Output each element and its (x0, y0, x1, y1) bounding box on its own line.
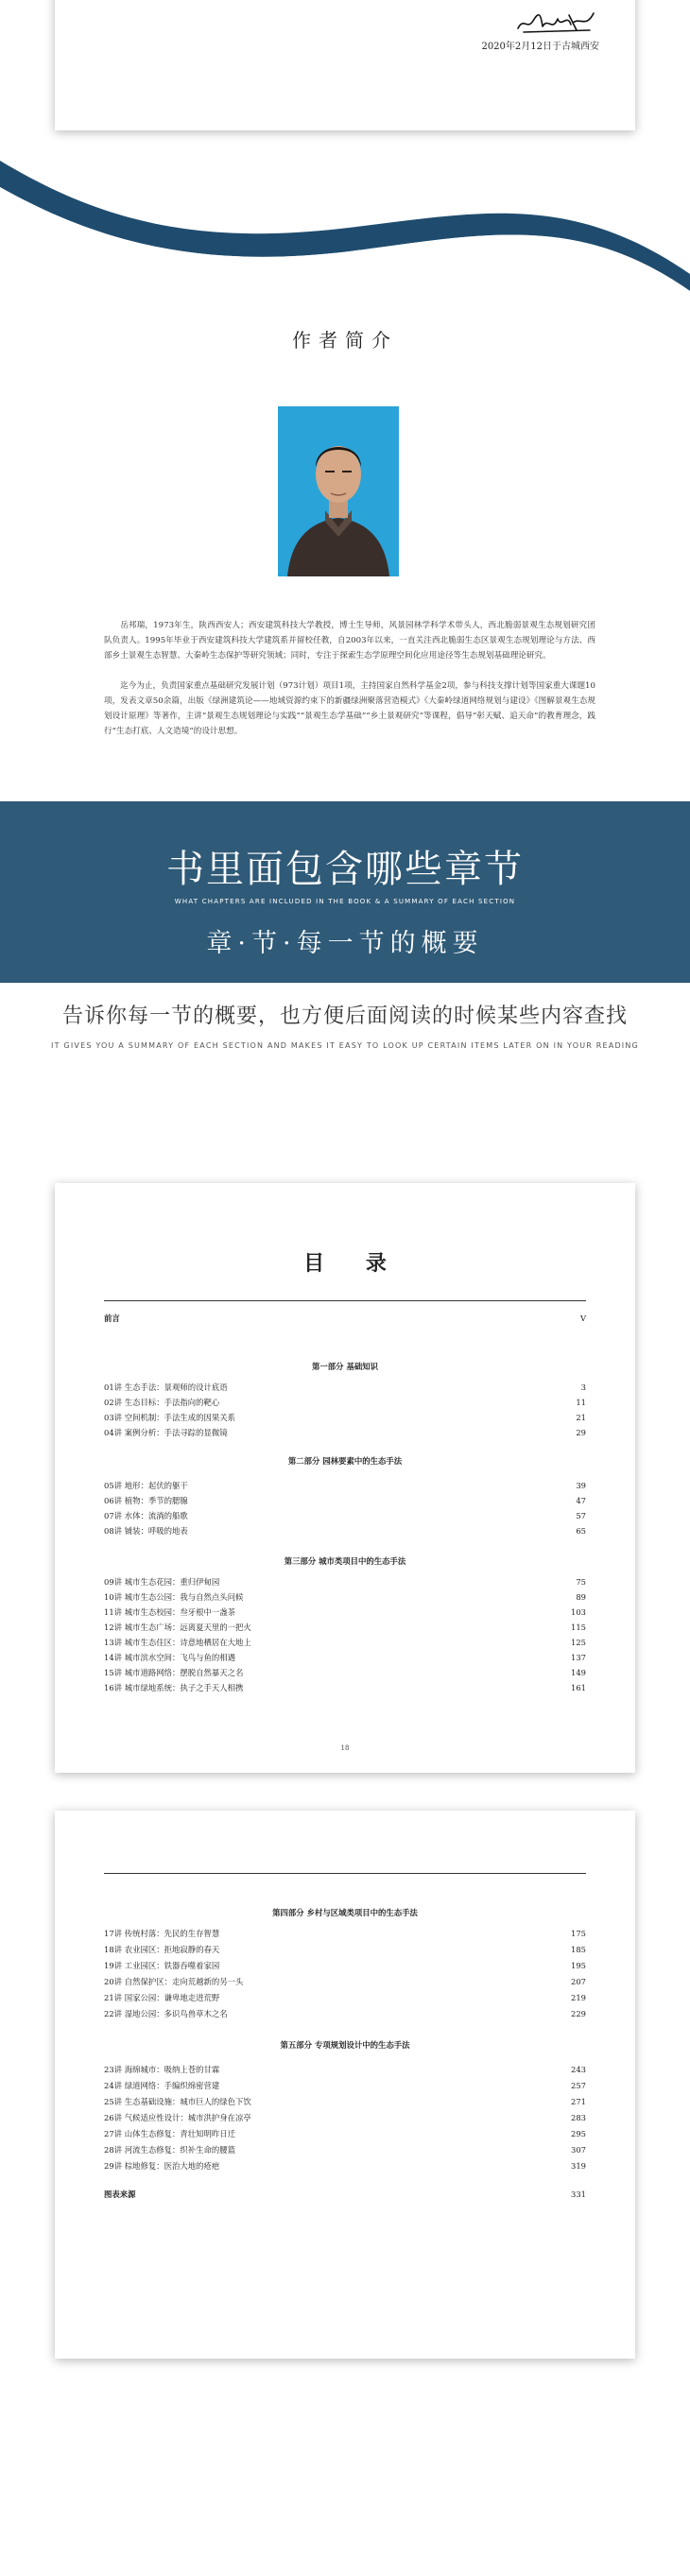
toc-row-page: 161 (571, 1683, 586, 1692)
toc-row[interactable] (104, 1635, 586, 1650)
toc-divider (104, 1873, 586, 1874)
toc-divider (104, 1300, 586, 1301)
toc-row-page: 103 (571, 1607, 586, 1617)
toc-row-page: 175 (571, 1929, 586, 1938)
author-bio-paragraph: 迄今为止，负责国家重点基础研究发展计划（973计划）项目1项，主持国家自然科学基金2项，参与科技支撑计划等国家重大课题10项，发表文章50余篇，出版《绿洲建筑论——地域资源约束下的新疆绿洲聚落营造模式》《大秦岭绿道网络规划与建设》《图解景观生态规划设计原理》等著作，主讲“景观生态规划理论与实践”“景观生态学基础”“乡土景观研究”等课程，倡导“彰天赋、追天命”的教育理念，践行“生态打底、人文造境”的设计思想。 (104, 681, 595, 736)
toc-row-title: 29讲 棕地修复：医治大地的疮疤 (104, 2161, 220, 2171)
toc-row[interactable] (104, 1395, 586, 1410)
toc-row-title: 12讲 城市生态广场：远离夏天里的一把火 (104, 1623, 251, 1632)
toc-row[interactable] (104, 1410, 586, 1425)
toc-row[interactable] (104, 1665, 586, 1680)
toc-row-title: 前言 (104, 1314, 120, 1323)
author-photo (278, 406, 399, 576)
toc-row[interactable] (104, 1380, 586, 1395)
toc-row-page: 137 (571, 1653, 586, 1662)
toc-row-title: 08讲 铺装：呼吸的地表 (104, 1526, 188, 1536)
toc-row[interactable] (104, 1574, 586, 1589)
toc-row-title: 28讲 河流生态修复：织补生命的腰篮 (104, 2145, 235, 2155)
toc-row-page: 11 (576, 1398, 586, 1407)
toc-row-title: 图表来源 (104, 2190, 136, 2199)
toc-row-page: 257 (571, 2081, 586, 2090)
toc-row[interactable] (104, 2062, 586, 2077)
toc-part-heading: 第三部分 城市类项目中的生态手法 (284, 1556, 406, 1566)
toc-row-title: 11讲 城市生态校园：叁牙根中一盏茶 (104, 1607, 235, 1617)
toc-page-1 (55, 1183, 635, 1773)
toc-row[interactable] (104, 2110, 586, 2125)
toc-row-page: 39 (576, 1481, 586, 1490)
toc-page-2 (55, 1811, 635, 2359)
toc-heading: 目 录 (303, 1251, 404, 1276)
toc-part-heading: 第四部分 乡村与区域类项目中的生态手法 (272, 1908, 418, 1917)
toc-row-title: 05讲 地形：起伏的躯干 (104, 1481, 188, 1490)
toc-row-title: 20讲 自然保护区：走向荒越新的另一头 (104, 1977, 244, 1986)
toc-row-page: 149 (571, 1668, 586, 1677)
author-section-title: 作者简介 (292, 329, 398, 352)
toc-row-title: 14讲 城市滨水空间：飞鸟与鱼的相遇 (104, 1653, 235, 1662)
toc-row-title: 03讲 空间机制：手法生成的因果关系 (104, 1413, 235, 1422)
tagline-english: IT GIVES YOU A SUMMARY OF EACH SECTION AND MAKES IT EASY TO LOOK UP CERTAIN ITEMS LATER ON IN YOUR READING (51, 1041, 639, 1050)
toc-row-page: 295 (571, 2129, 586, 2138)
toc-row-page: 115 (571, 1623, 586, 1632)
toc-row[interactable] (104, 1958, 586, 1973)
toc-row-page: 271 (571, 2097, 586, 2106)
toc-row-preface[interactable] (104, 1311, 586, 1326)
toc-row-page: 307 (571, 2145, 586, 2155)
toc-row[interactable] (104, 2078, 586, 2093)
toc-row-page: 57 (576, 1511, 586, 1520)
toc-row[interactable] (104, 1990, 586, 2005)
toc-row-page: 29 (576, 1428, 586, 1437)
toc-row-title: 21讲 国家公园：谦卑地走进荒野 (104, 1993, 220, 2002)
banner-title: 书里面包含哪些章节 (166, 848, 524, 891)
toc-row-page: 283 (571, 2113, 586, 2122)
toc-row[interactable] (104, 1493, 586, 1508)
toc-row-page: 243 (571, 2065, 586, 2074)
toc-row-title: 27讲 山体生态修复：青壮知明昨日迁 (104, 2129, 235, 2138)
toc-row-title: 13讲 城市生态住区：诗意地栖居在大地上 (104, 1638, 251, 1647)
toc-row[interactable] (104, 2094, 586, 2109)
toc-row[interactable] (104, 1942, 586, 1957)
toc-row-page: 207 (571, 1977, 586, 1986)
toc-row-title: 04讲 案例分析：手法寻踪的显微镜 (104, 1428, 228, 1437)
toc-row-title: 24讲 绿道网络：手编织绵密营建 (104, 2081, 220, 2090)
toc-row-title: 10讲 城市生态公园：我与自然点头问候 (104, 1592, 244, 1602)
toc-row-page: 47 (576, 1496, 586, 1505)
page-number: 18 (340, 1744, 350, 1752)
toc-row-page: 185 (571, 1945, 586, 1954)
author-bio-paragraph: 岳邦瑞，1973年生，陕西西安人；西安建筑科技大学教授，博士生导师，风景园林学科学术带头人，西北脆弱景观生态规划研究团队负责人。1995年毕业于西安建筑科技大学建筑系并留校任教，自2003年以来，一直关注西北脆弱生态区景观生态规划理论与方法、西部乡土景观生态智慧、大秦岭生态保护等研究领域；同时，专注于探索生态学原理空间化应用途径等生态规划基础理论研究。 (104, 621, 595, 661)
toc-row-page: 75 (576, 1577, 586, 1587)
toc-row-title: 25讲 生态基础设施：城市巨人的绿色下饮 (104, 2097, 251, 2106)
toc-row-title: 19讲 工业园区：铁器吞噬着家园 (104, 1961, 220, 1970)
toc-row[interactable] (104, 1478, 586, 1493)
toc-row-title: 18讲 农业园区：拒地寂静的春天 (104, 1945, 220, 1954)
toc-row-sources[interactable] (104, 2187, 586, 2202)
toc-row[interactable] (104, 1508, 586, 1523)
toc-row-page: 331 (571, 2190, 586, 2199)
toc-row-title: 07讲 水体：流淌的船歌 (104, 1511, 188, 1520)
chapters-banner (0, 801, 690, 983)
decorative-wave (0, 142, 690, 350)
toc-row[interactable] (104, 1650, 586, 1665)
toc-row[interactable] (104, 1620, 586, 1635)
banner-english-subtitle: WHAT CHAPTERS ARE INCLUDED IN THE BOOK & A SUMMARY OF EACH SECTION (174, 898, 516, 905)
toc-row-title: 23讲 海绵城市：吸纳上苍的甘霖 (104, 2065, 220, 2074)
toc-row[interactable] (104, 1425, 586, 1440)
toc-row-page: 21 (576, 1413, 586, 1422)
toc-row-title: 22讲 湿地公园：多识鸟兽草木之名 (104, 2009, 228, 2018)
toc-row-page: 125 (571, 1638, 586, 1647)
toc-row-page: 219 (571, 1993, 586, 2002)
toc-row[interactable] (104, 1974, 586, 1989)
toc-part-heading: 第五部分 专项规划设计中的生态手法 (280, 2040, 410, 2050)
toc-row-page: 3 (580, 1382, 586, 1392)
toc-row-page: 65 (576, 1526, 586, 1536)
banner-subtitle: 章·节·每一节的概要 (206, 929, 484, 958)
toc-row[interactable] (104, 2142, 586, 2157)
toc-row-title: 17讲 传统村落：先民的生存智慧 (104, 1929, 220, 1938)
toc-row[interactable] (104, 1680, 586, 1695)
toc-row-page: V (579, 1314, 586, 1323)
toc-row-title: 02讲 生态目标：手法指向的靶心 (104, 1398, 220, 1407)
toc-row-title: 26讲 气候适应性设计：城市洪护身在凉亭 (104, 2113, 251, 2122)
toc-row[interactable] (104, 1523, 586, 1538)
toc-row[interactable] (104, 1589, 586, 1605)
toc-row[interactable] (104, 2006, 586, 2021)
toc-row[interactable] (104, 1605, 586, 1620)
toc-row-title: 16讲 城市绿地系统：执子之手天人相携 (104, 1683, 244, 1692)
toc-row-page: 89 (576, 1592, 586, 1602)
toc-row[interactable] (104, 1926, 586, 1941)
tagline: 告诉你每一节的概要，也方便后面阅读的时候某些内容查找 (61, 1005, 628, 1028)
toc-row-page: 319 (571, 2161, 586, 2171)
toc-row-title: 01讲 生态手法：景观师的设计底语 (104, 1382, 228, 1392)
preface-card (55, 0, 635, 130)
toc-row[interactable] (104, 2158, 586, 2173)
signature-image (514, 8, 599, 36)
preface-date: 2020年2月12日于古城西安 (481, 42, 599, 52)
toc-part-heading: 第二部分 园林要素中的生态手法 (287, 1456, 403, 1466)
toc-part-heading: 第一部分 基础知识 (312, 1362, 378, 1371)
toc-row-title: 06讲 植物：季节的腮腺 (104, 1496, 188, 1505)
toc-row[interactable] (104, 2126, 586, 2141)
toc-row-title: 15讲 城市道路网络：摆脱自然暴天之名 (104, 1668, 244, 1677)
toc-row-page: 195 (571, 1961, 586, 1970)
toc-row-title: 09讲 城市生态花园：重归伊甸园 (104, 1577, 220, 1587)
toc-row-page: 229 (571, 2009, 586, 2018)
